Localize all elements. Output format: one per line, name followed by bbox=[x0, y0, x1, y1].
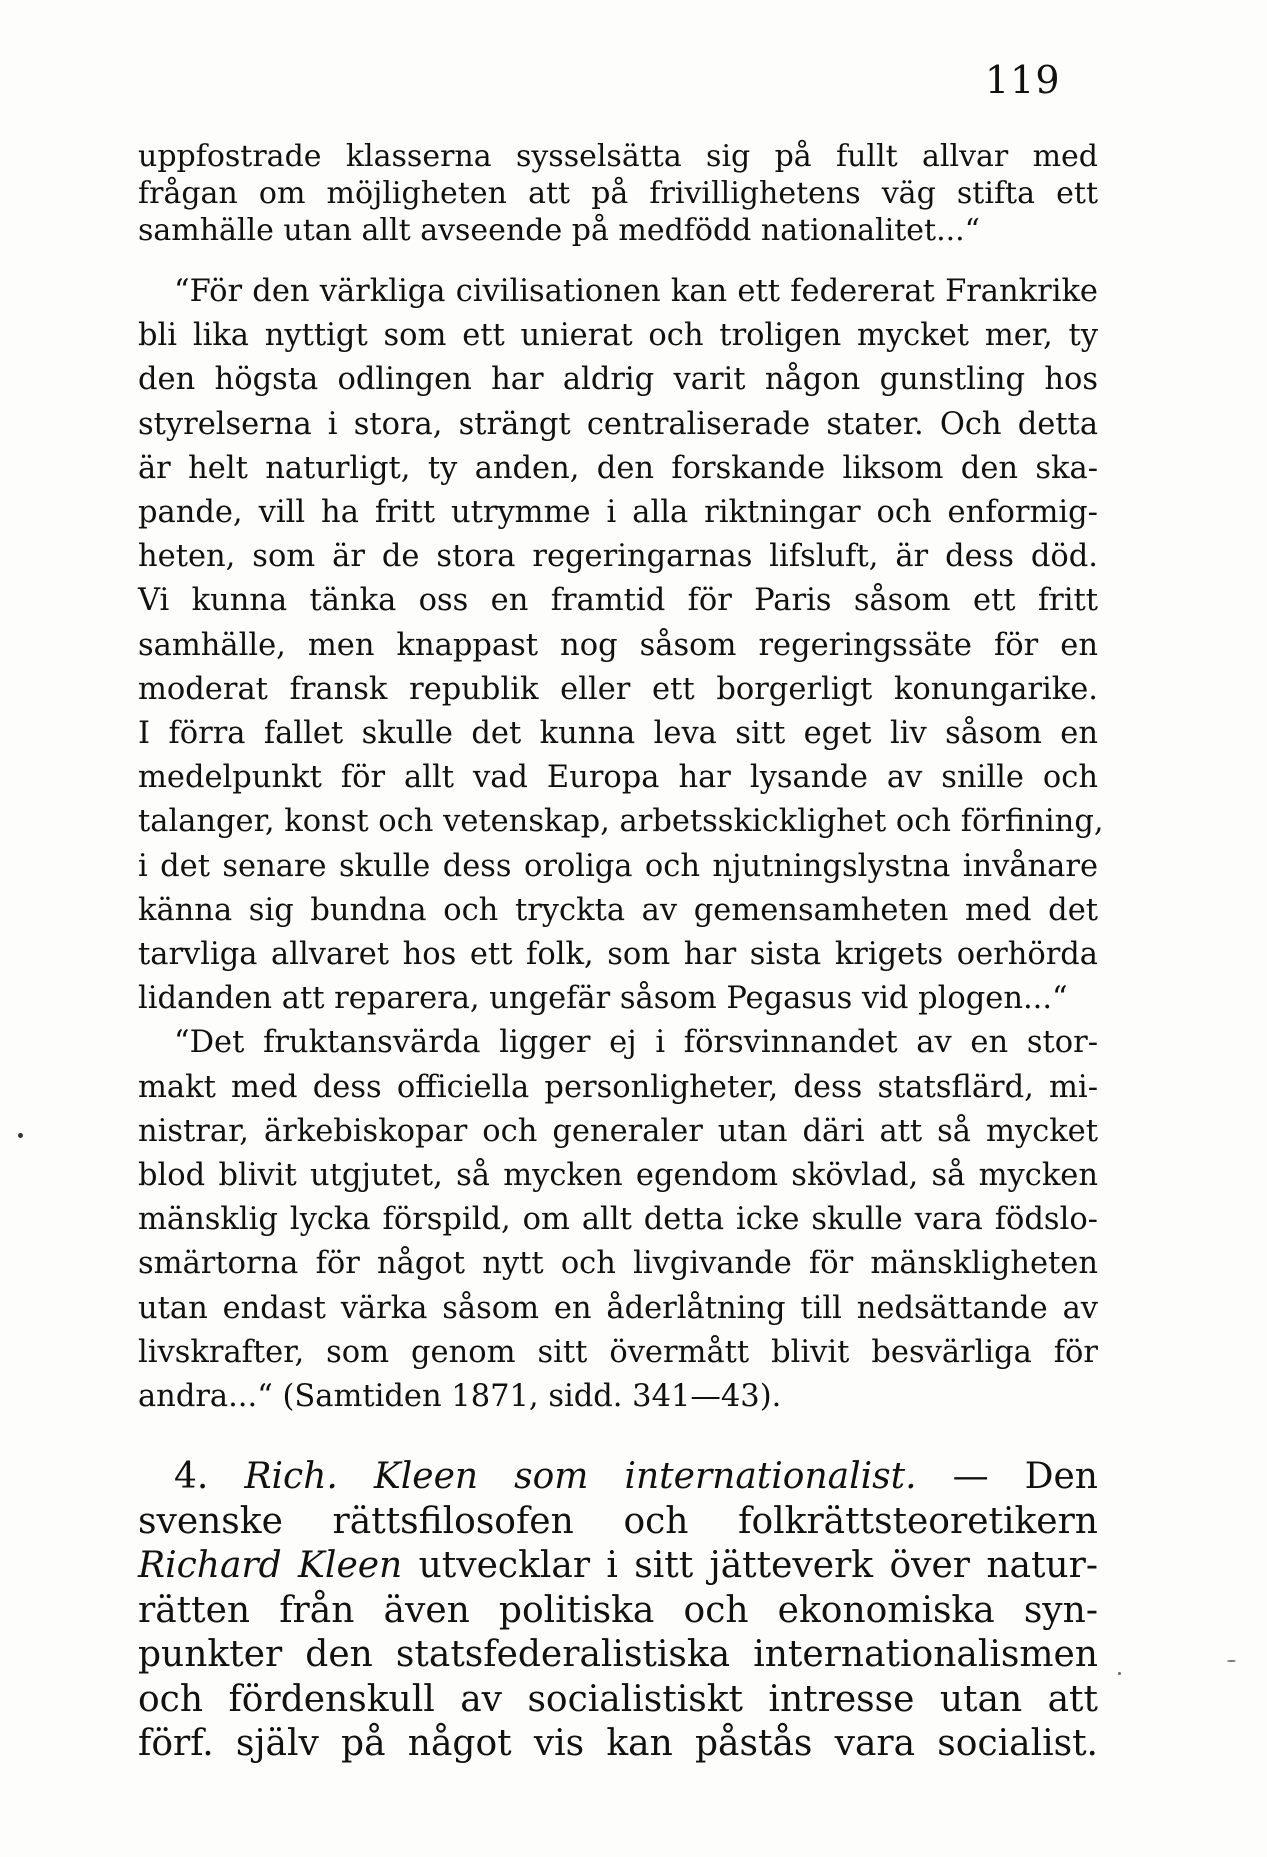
text-line: och fördenskull av socialistiskt intresse utan att bbox=[138, 1678, 1098, 1720]
text-line: punkter den statsfederalistiska internationalismen bbox=[138, 1634, 1098, 1675]
text-line: talanger, konst och vetenskap, arbetsskicklighet och förfining, bbox=[138, 804, 1104, 840]
text-line: samhälle, men knappast nog såsom regeringssäte för en bbox=[138, 627, 1098, 663]
text-line: heten, som är de stora regeringarnas lifsluft, är dess död. bbox=[138, 539, 1098, 575]
text-fragment: Den bbox=[1024, 1456, 1098, 1497]
text-line: den högsta odlingen har aldrig varit någon gunstling hos bbox=[138, 362, 1098, 398]
intro-paragraph bbox=[138, 138, 1098, 249]
text-line: frågan om möjligheten att på frivillighetens väg stifta ett bbox=[138, 176, 1098, 211]
text-line: rätten från även politiska och ekonomiska syn- bbox=[138, 1589, 1098, 1631]
scan-speck bbox=[1118, 1672, 1121, 1675]
text-line: pande, vill ha fritt utrymme i alla riktningar och enformig- bbox=[138, 495, 1098, 531]
text-line: “För den värkliga civilisationen kan ett federerat Frankrike bbox=[174, 274, 1098, 309]
text-line: blod blivit utgjutet, så mycken egendom skövlad, så mycken bbox=[138, 1158, 1098, 1194]
text-line: styrelserna i stora, strängt centraliserade stater. Och detta bbox=[138, 406, 1098, 442]
text-line: I förra fallet skulle det kunna leva sitt eget liv såsom en bbox=[138, 716, 1098, 752]
text-line: Vi kunna tänka oss en framtid för Paris såsom ett fritt bbox=[138, 583, 1098, 619]
section-heading-line bbox=[138, 1455, 1098, 1500]
text-line: lidanden att reparera, ungefär såsom Pegasus vid plogen...“ bbox=[138, 981, 1068, 1017]
text-line: förf. själv på något vis kan påstås vara socialist. bbox=[138, 1723, 1098, 1764]
text-line: andra...“ (Samtiden 1871, sidd. 341—43). bbox=[138, 1379, 782, 1415]
text-line: moderat fransk republik eller ett borgerligt konungarike. bbox=[138, 671, 1098, 707]
text-line: nistrar, ärkebiskopar och generaler utan däri att så mycket bbox=[138, 1113, 1098, 1149]
scan-speck bbox=[1227, 1660, 1236, 1662]
section-title: Rich. Kleen som internationalist. bbox=[244, 1456, 917, 1497]
text-line: livskrafter, som genom sitt övermått blivit besvärliga för bbox=[138, 1334, 1098, 1370]
text-line: tarvliga allvaret hos ett folk, som har sista krigets oerhörda bbox=[138, 937, 1098, 973]
page-number: 119 bbox=[985, 58, 1061, 102]
text-line bbox=[138, 1544, 1098, 1589]
text-line: utan endast värka såsom en åderlåtning till nedsättande av bbox=[138, 1290, 1098, 1326]
author-name: Richard Kleen bbox=[138, 1545, 403, 1586]
text-line: smärtorna för något nytt och livgivande för mänskligheten bbox=[138, 1246, 1098, 1282]
text-line: i det senare skulle dess oroliga och njutningslystna invånare bbox=[138, 848, 1098, 884]
section-number: 4. bbox=[174, 1456, 209, 1497]
em-dash: — bbox=[952, 1456, 989, 1497]
text-line: svenske rättsfilosofen och folkrättsteoretikern bbox=[138, 1500, 1098, 1542]
text-line: uppfostrade klasserna sysselsätta sig på fullt allvar med bbox=[138, 139, 1098, 174]
text-line: medelpunkt för allt vad Europa har lysande av snille och bbox=[138, 760, 1098, 796]
text-line: “Det fruktansvärda ligger ej i försvinnandet av en stor- bbox=[174, 1025, 1098, 1061]
text-line: känna sig bundna och tryckta av gemensamheten med det bbox=[138, 892, 1098, 928]
text-line: makt med dess officiella personligheter, dess statsflärd, mi- bbox=[138, 1069, 1098, 1105]
text-line: samhälle utan allt avseende på medfödd nationalitet...“ bbox=[138, 213, 981, 248]
quote-paragraphs bbox=[138, 270, 1104, 1419]
text-fragment: utvecklar i sitt jätteverk över natur- bbox=[418, 1545, 1098, 1586]
scan-speck bbox=[18, 1133, 23, 1138]
section-4 bbox=[138, 1455, 1098, 1767]
text-line: är helt naturligt, ty anden, den forskande liksom den ska- bbox=[138, 450, 1098, 486]
text-line: bli lika nyttigt som ett unierat och troligen mycket mer, ty bbox=[138, 318, 1098, 354]
text-line: mänsklig lycka förspild, om allt detta icke skulle vara födslo- bbox=[138, 1202, 1098, 1238]
